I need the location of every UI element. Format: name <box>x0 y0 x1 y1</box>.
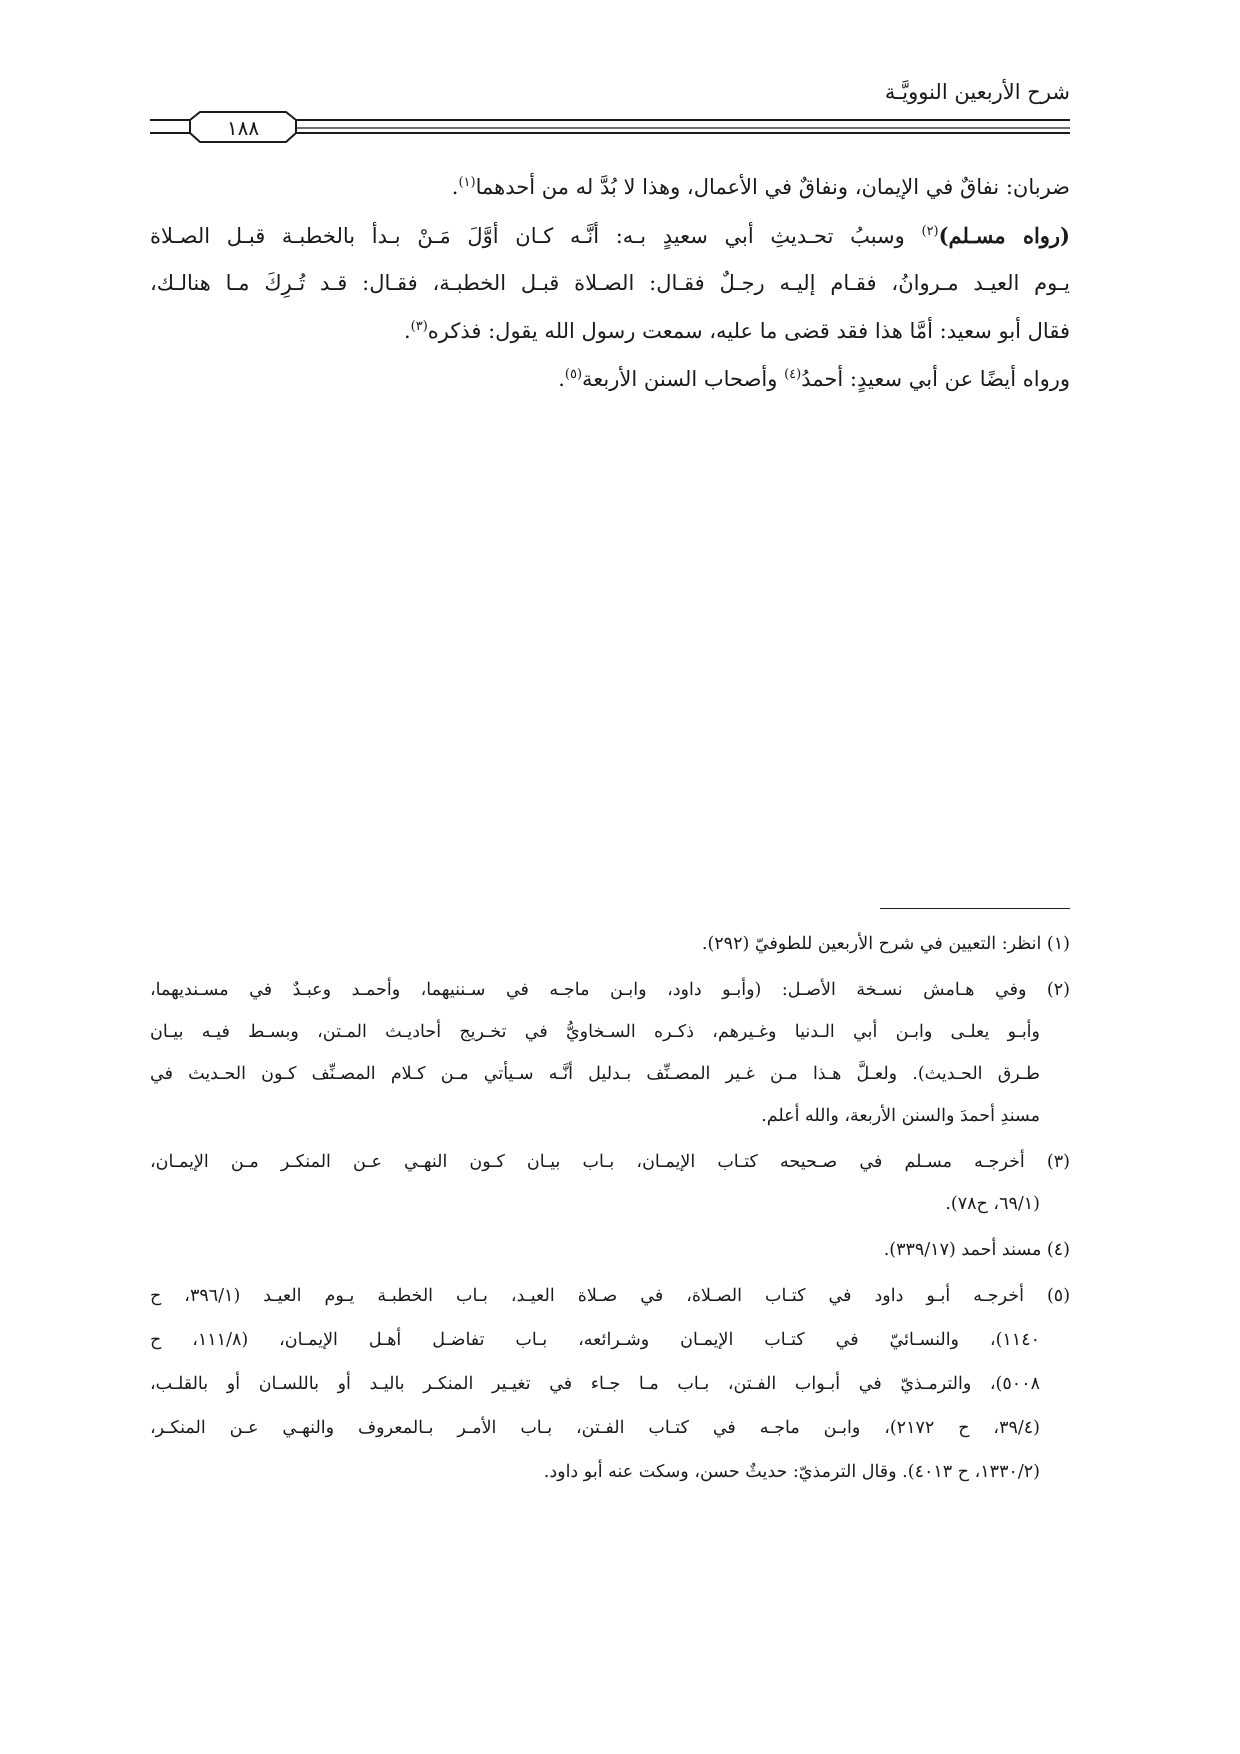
footnote-3-line-1: (٣) أخرجـه مسـلم في صـحيحه كتـاب الإيمـان، بـاب بيـان كـون النهـي عـن المنكـر مـن الإيمـان، <box>150 1152 1070 1172</box>
page-number: ١٨٨ <box>226 116 260 140</box>
footnote-2-line-1: (٢) وفي هـامش نسـخة الأصـل: (وأبـو داود، وابـن ماجـه في سـننيهما، وأحمـد وعبـدٌ في مسـنديهما، <box>150 980 1070 1000</box>
footnote-3-line-2: (٦٩/١، ح٧٨). <box>945 1194 1040 1214</box>
footnote-separator <box>880 908 1070 909</box>
footnote-ref-1: (١) <box>458 175 476 190</box>
body-line-3: يـوم العيـد مـروانُ، فقـام إليـه رجـلٌ فقـال: الصـلاة قبـل الخطبـة، فقـال: قـد تُـرِكَ مـا هنالـك، <box>150 271 1070 295</box>
footnote-4: (٤) مسند أحمد (٣٣٩/١٧). <box>883 1240 1070 1260</box>
header-rule <box>0 0 1240 160</box>
body-line-4: فقال أبو سعيد: أمَّا هذا فقد قضى ما عليه، سمعت رسول الله يقول: فذكره$^{(٣)}$. <box>403 319 1070 343</box>
footnote-ref-5: (٥) <box>564 367 583 382</box>
footnote-2-line-4: مسندِ أحمدَ والسنن الأربعة، والله أعلم. <box>761 1106 1040 1126</box>
footnote-1: (١) انظر: التعيين في شرح الأربعين للطوفيّ (٢٩٢). <box>701 934 1070 954</box>
running-title: شرح الأربعين النوويَّـة <box>884 80 1070 104</box>
body-line-2: (رواه مسـلم)$^{(٢)}$ وسببُ تحـديثِ أبي سعيدٍ بـه: أنَّـه كـان أوَّلَ مَـنْ بـدأ بالخطبـة قبـل الصـلاة <box>150 223 1070 248</box>
footnote-ref-4: (٤) <box>784 367 802 382</box>
footnote-5-line-4: (٣٩/٤، ح ٢١٧٢)، وابـن ماجـه في كتـاب الفـتن، بـاب الأمـر بـالمعروف والنهـي عـن المنكـر، <box>150 1418 1040 1438</box>
footnote-2-line-2: وأبـو يعلـى وابـن أبي الـدنيا وغـيرهم، ذكـره السـخاويُّ في تخـريج أحاديـث المـتن، وبسـط فيـه بيـان <box>150 1022 1040 1042</box>
footnote-5-line-5: (١٣٣٠/٢، ح ٤٠١٣). وقال الترمذيّ: حديثٌ حسن، وسكت عنه أبو داود. <box>543 1462 1040 1482</box>
footnote-2-line-3: طـرق الحـديث). ولعـلَّ هـذا مـن غـير المصـنِّف بـدليل أنَّـه سـيأتي مـن كـلام المصـنِّف كـون الحـديث في <box>150 1064 1040 1084</box>
footnote-5-line-3: ٥٠٠٨)، والترمـذيّ في أبـواب الفـتن، بـاب مـا جـاء في تغيـير المنكـر باليـد أو باللسـان أو بالقلـب، <box>150 1374 1040 1394</box>
hadith-source: (رواه مسـلم) <box>938 223 1070 248</box>
footnote-ref-3: (٣) <box>410 319 428 334</box>
footnote-5-line-2: ١١٤٠)، والنسـائيّ في كتـاب الإيمـان وشـرائعه، بـاب تفاضـل أهـل الإيمـان، (١١١/٨، ح <box>150 1330 1041 1350</box>
footnote-5-line-1: (٥) أخرجـه أبـو داود في كتـاب الصـلاة، في صـلاة العيـد، بـاب الخطبـة يـوم العيـد (٣٩٦/١، ح <box>150 1286 1071 1306</box>
body-line-5: ورواه أيضًا عن أبي سعيدٍ: أحمدُ$^{(٤)}$ وأصحاب السنن الأربعة$^{(٥)}$. <box>558 367 1070 391</box>
footnote-ref-2: (٢) <box>921 224 939 239</box>
body-line-1: ضربان: نفاقٌ في الإيمان، ونفاقٌ في الأعمال، وهذا لا بُدَّ له من أحدهما$^{(١)}$. <box>451 175 1070 199</box>
